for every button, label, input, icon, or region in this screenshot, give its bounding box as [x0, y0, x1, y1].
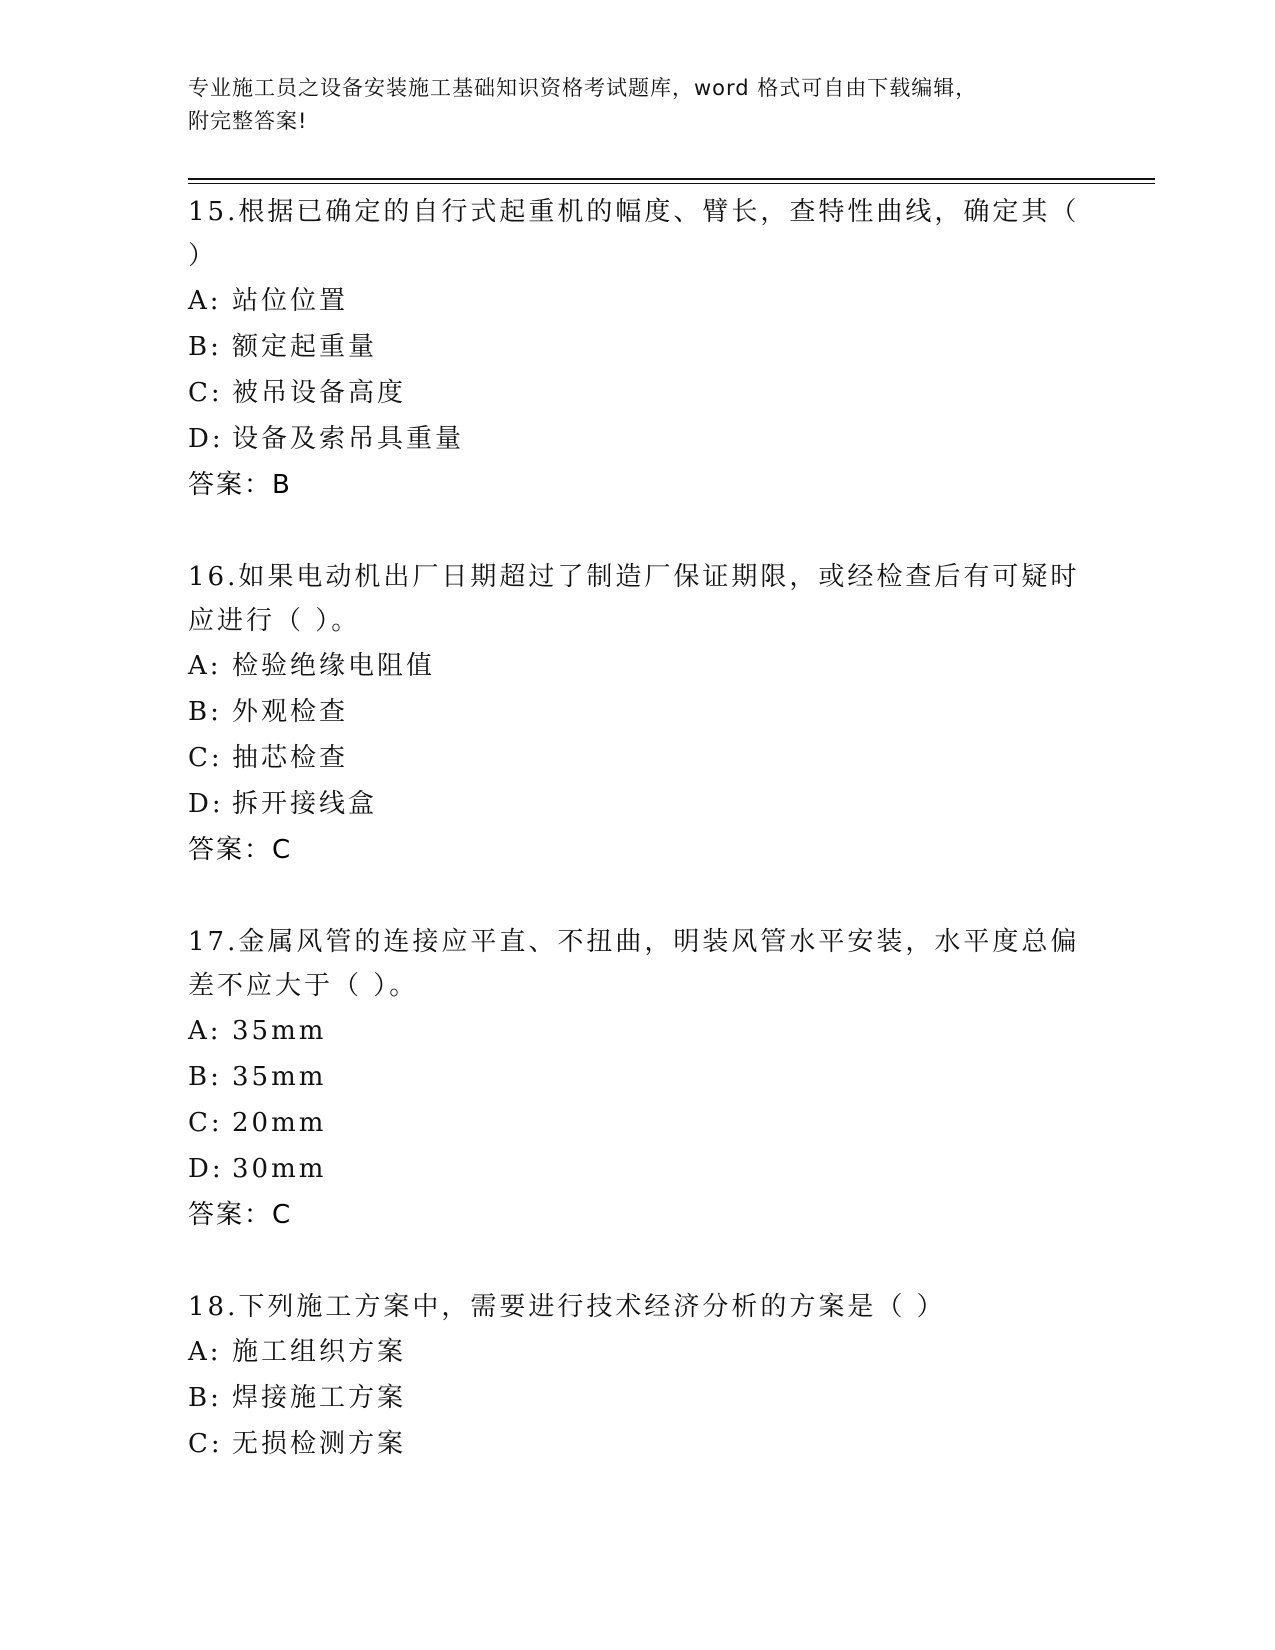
option-key: C: [188, 743, 223, 773]
option-text: 无损检测方案 [232, 1429, 407, 1459]
option-text: 被吊设备高度 [232, 378, 407, 408]
option-key: D: [188, 1154, 224, 1184]
option-a [188, 1008, 1088, 1054]
question-15 [188, 190, 1088, 508]
question-17 [188, 920, 1088, 1238]
answer-text: 答案：C [188, 1200, 293, 1230]
option-text: 20mm [232, 1108, 327, 1138]
option-text: 外观检查 [232, 697, 349, 727]
option-key: C: [188, 1429, 223, 1459]
option-text: 拆开接线盒 [232, 789, 378, 819]
option-text: 额定起重量 [232, 332, 378, 362]
option-text: 35mm [232, 1016, 327, 1046]
option-b [188, 689, 1088, 735]
option-b [188, 1054, 1088, 1100]
answer-text: 答案：C [188, 835, 293, 865]
option-text: 站位位置 [232, 286, 349, 316]
option-d [188, 416, 1088, 462]
option-b [188, 1375, 1088, 1421]
header-line-2: 附完整答案! [188, 109, 308, 133]
option-text: 焊接施工方案 [232, 1383, 407, 1413]
option-text: 检验绝缘电阻值 [232, 651, 436, 681]
question-18 [188, 1285, 1088, 1467]
option-text: 35mm [232, 1062, 327, 1092]
option-text: 30mm [232, 1154, 327, 1184]
question-stem: 18.下列施工方案中，需要进行技术经济分析的方案是（ ） [188, 1292, 946, 1322]
option-key: C: [188, 1108, 223, 1138]
question-stem: 16.如果电动机出厂日期超过了制造厂保证期限，或经检查后有可疑时应进行（ ）。 [188, 562, 1080, 636]
option-key: B: [188, 697, 222, 727]
option-text: 施工组织方案 [232, 1337, 407, 1367]
option-b [188, 324, 1088, 370]
option-key: D: [188, 789, 224, 819]
option-c [188, 735, 1088, 781]
question-stem: 15.根据已确定的自行式起重机的幅度、臂长，查特性曲线，确定其（ ） [188, 197, 1080, 271]
option-key: B: [188, 1062, 222, 1092]
option-key: A: [188, 1337, 222, 1367]
option-a [188, 643, 1088, 689]
option-text: 抽芯检查 [232, 743, 349, 773]
option-key: A: [188, 1016, 222, 1046]
option-key: D: [188, 424, 224, 454]
option-c [188, 1421, 1088, 1467]
option-a [188, 1329, 1088, 1375]
option-a [188, 278, 1088, 324]
question-list [188, 190, 1088, 1514]
option-c [188, 1100, 1088, 1146]
option-key: A: [188, 286, 222, 316]
option-d [188, 781, 1088, 827]
document-header [188, 72, 1068, 138]
option-key: C: [188, 378, 223, 408]
option-key: B: [188, 1383, 222, 1413]
option-key: A: [188, 651, 222, 681]
answer-text: 答案：B [188, 470, 292, 500]
question-16 [188, 555, 1088, 873]
question-stem: 17.金属风管的连接应平直、不扭曲，明装风管水平安装，水平度总偏差不应大于（ ）。 [188, 927, 1080, 1001]
header-divider-thin [188, 183, 1155, 184]
option-d [188, 1146, 1088, 1192]
option-text: 设备及索吊具重量 [232, 424, 465, 454]
header-line-1: 专业施工员之设备安装施工基础知识资格考试题库，word 格式可自由下载编辑， [188, 76, 978, 100]
header-divider-thick [188, 178, 1155, 180]
option-key: B: [188, 332, 222, 362]
option-c [188, 370, 1088, 416]
